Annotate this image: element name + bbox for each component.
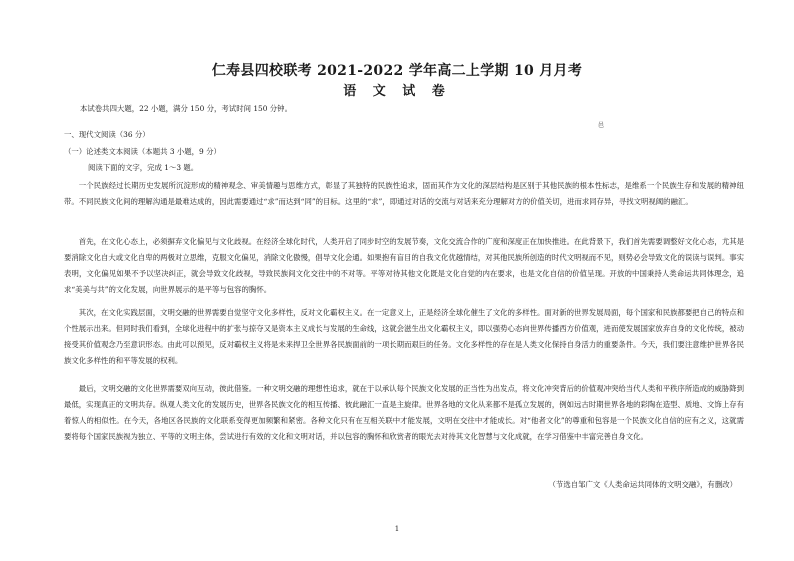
passage-paragraph-2: 首先，在文化心态上，必须摒弃文化偏见与文化歧视。在经济全球化时代，人类开启了同步时空的发展节奏，文化交流合作的广度和深度正在加快推进。在此背景下，我们首先需要调整好文化心态，尤其是要消除文化自大或文化自卑的两极对立思维，克服文化偏见，消除文化傲慢，倡导文化会通。如果抱有盲目的自我文化优越情结，对其他民族所创造的时代文明视而不见，则势必会导致文化的误读与误判。事实表明，文化偏见如果不予以坚决纠正，就会导致文化歧视，导致民族间文化交往中的不对等。平等对待其他文化既是文化自觉的内在要求，也是文化自信的价值呈现。开放的中国秉持人类命运共同体理念，追求“美美与共”的文化发展，向世界展示的是平等与包容的胸怀。 — [64, 237, 744, 294]
exam-subtitle: 语 文 试 卷 — [343, 84, 451, 99]
passage-paragraph-3: 其次，在文化实践层面，文明交融的世界需要自觉坚守文化多样性，反对文化霸权主义。在一定意义上，正是经济全球化催生了文化的多样性。面对新的世界发展局面，每个国家和民族都要把自己的特点和个性展示出来。但同时我们看到，全球化进程中的扩张与掠夺又是资本主义成长与发展的生命线，这就会滋生出文化霸权主义，即以强势心态向世界传播西方价值观，进而使发展国家放弃自身的文化传统，被动接受其价值观念乃至意识形态。由此可以预见，反对霸权主义将是未来捍卫全世界各民族面前的一项长期而艰巨的任务。文化多样性的存在是人类文化保持自身活力的重要条件。今天，我们要注意维护世界各民族文化多样性的和平等发展的权利。 — [64, 308, 744, 365]
corner-mark: 邑 — [598, 122, 605, 129]
section-heading: 一、现代文阅读（36 分） — [64, 130, 150, 139]
page-number: 1 — [394, 525, 400, 533]
source-citation: （节选自邹广文《人类命运共同体的文明交融》，有删改） — [548, 480, 737, 489]
exam-intro: 本试卷共四大题，22 小题，满分 150 分，考试时间 150 分钟。 — [80, 104, 292, 113]
passage-paragraph-1: 一个民族经过长期历史发展所沉淀形成的精神观念、审美情趣与思维方式，彰显了其独特的民族性追求，固而其作为文化的深层结构是区别于其他民族的根本性标志，是维系一个民族生存和发展的精神纽带。不同民族文化间的理解沟通是最难达成的，因此需要通过“求”而达到“同”的目标。这里的“求”，即通过对话的交流与对话来充分理解对方的价值关切，进而求同存异，寻找文明视阈的融汇。 — [64, 181, 744, 206]
subsection-heading: （一）论述类文本阅读（本题共 3 小题，9 分） — [64, 147, 221, 156]
passage-paragraph-4: 最后，文明交融的文化世界需要双向互动，彼此借鉴。一种文明交融的理想性追求，就在于以承认每个民族文化发展的正当性为出发点，将文化冲突背后的价值观冲突给当代人类和平秩序所造成的威胁降到最低，实现真正的文明共存。纵观人类文化的发展历史，世界各民族文化的相互传播、彼此融汇一直是主旋律。世界各地的文化从来都不是孤立发展的，例如远古时期世界各地的彩陶在造型、质地、文饰上存有着惊人的相似性。在今天，各地区各民族的文化联系变得更加频繁和紧密。各种文化只有在互相关联中才能发展，文明在交往中才能成长。对“他者文化”的尊重和包容是一个民族文化自信的应有之义，这就需要将每个国家民族视为独立、平等的文明主体，尝试进行有效的文化和文明对话，并以包容的胸怀和欣赏者的眼光去对待其文化智慧与文化成就，在学习借鉴中丰富完善自身文化。 — [64, 384, 744, 441]
reading-instruction: 阅读下面的文字，完成 1～3 题。 — [88, 163, 199, 172]
exam-title: 仁寿县四校联考 2021-2022 学年高二上学期 10 月月考 — [211, 63, 583, 79]
